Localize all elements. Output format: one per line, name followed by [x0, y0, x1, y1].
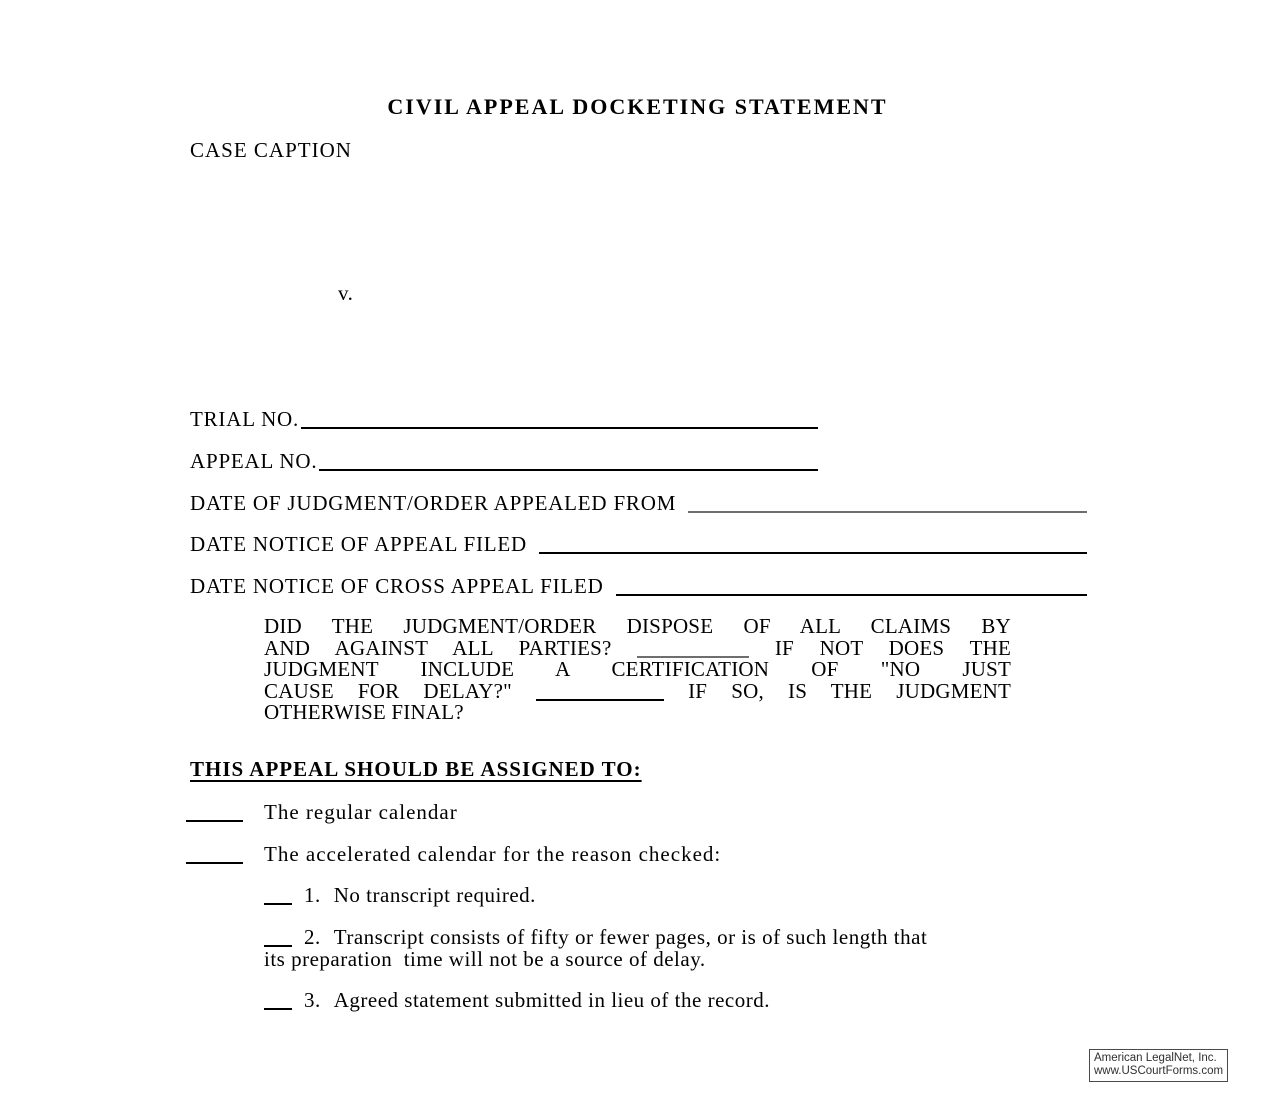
- field-row-trial-no: [190, 407, 818, 432]
- judgment-date-input-line[interactable]: [688, 511, 1087, 513]
- notice-of-appeal-date-input-line[interactable]: [539, 552, 1087, 554]
- legalnet-company-name: American LegalNet, Inc.: [1094, 1052, 1217, 1064]
- judgment-date-label: DATE OF JUDGMENT/ORDER APPEALED FROM: [190, 491, 677, 515]
- no-just-cause-answer-line[interactable]: [536, 698, 664, 701]
- trial-no-label: TRIAL NO.: [190, 407, 300, 431]
- legalnet-website: www.USCourtForms.com: [1094, 1065, 1224, 1077]
- claims-paragraph: [264, 616, 1011, 724]
- versus-label: v.: [338, 281, 354, 305]
- accelerated-calendar-check-line[interactable]: [186, 862, 243, 864]
- accelerated-calendar-label: The accelerated calendar for the reason checked:: [264, 842, 722, 866]
- cross-appeal-date-input-line[interactable]: [616, 594, 1087, 596]
- cross-appeal-date-label: DATE NOTICE OF CROSS APPEAL FILED: [190, 574, 604, 598]
- trial-no-input-line[interactable]: [301, 427, 818, 429]
- option-accelerated-calendar: [186, 842, 721, 867]
- option-regular-calendar: [186, 800, 458, 825]
- reason-2-line-1: [264, 926, 1069, 948]
- reason-item-3: [264, 989, 770, 1011]
- claims-line-2-post: IF NOT DOES THE: [774, 635, 1011, 660]
- reason-3-number: 3.: [304, 988, 321, 1012]
- appeal-no-label: APPEAL NO.: [190, 449, 318, 473]
- page-title: CIVIL APPEAL DOCKETING STATEMENT: [387, 94, 888, 119]
- reason-item-1: [264, 884, 536, 906]
- field-row-judgment-date: [190, 491, 1087, 516]
- claims-line-2-pre: AND AGAINST ALL PARTIES?: [264, 635, 612, 660]
- reason-item-2: [264, 926, 1069, 970]
- claims-line-4: [264, 678, 1012, 703]
- reason-3-check-line[interactable]: [264, 1007, 292, 1010]
- appeal-no-input-line[interactable]: [319, 469, 818, 471]
- case-caption-label: CASE CAPTION: [190, 138, 352, 162]
- legalnet-credit-box: [1089, 1049, 1228, 1082]
- claims-line-2: [264, 635, 1011, 660]
- reason-3-text: Agreed statement submitted in lieu of the record.: [333, 988, 770, 1012]
- reason-2-text-line-2: its preparation time will not be a source of delay.: [264, 947, 706, 971]
- reason-2-text-line-1: Transcript consists of fifty or fewer pages, or is of such length that: [333, 925, 928, 949]
- notice-of-appeal-date-label: DATE NOTICE OF APPEAL FILED: [190, 532, 527, 556]
- reason-1-number: 1.: [304, 883, 321, 907]
- regular-calendar-check-line[interactable]: [186, 820, 243, 822]
- field-row-cross-appeal-date: [190, 574, 1087, 599]
- claims-line-4-pre: CAUSE FOR DELAY?": [264, 678, 512, 703]
- regular-calendar-label: The regular calendar: [264, 800, 458, 824]
- claims-line-4-post: IF SO, IS THE JUDGMENT: [688, 678, 1012, 703]
- claims-line-5: OTHERWISE FINAL?: [264, 700, 464, 725]
- claims-line-1: DID THE JUDGMENT/ORDER DISPOSE OF ALL CLAIMS BY: [264, 614, 1011, 638]
- reason-1-text: No transcript required.: [333, 883, 536, 907]
- assignment-heading: THIS APPEAL SHOULD BE ASSIGNED TO:: [190, 757, 642, 781]
- field-row-notice-of-appeal-date: [190, 532, 1087, 557]
- claims-line-3: JUDGMENT INCLUDE A CERTIFICATION OF "NO JUST: [264, 657, 1011, 682]
- reason-2-number: 2.: [304, 925, 321, 949]
- field-row-appeal-no: [190, 449, 818, 474]
- reason-1-check-line[interactable]: [264, 902, 292, 905]
